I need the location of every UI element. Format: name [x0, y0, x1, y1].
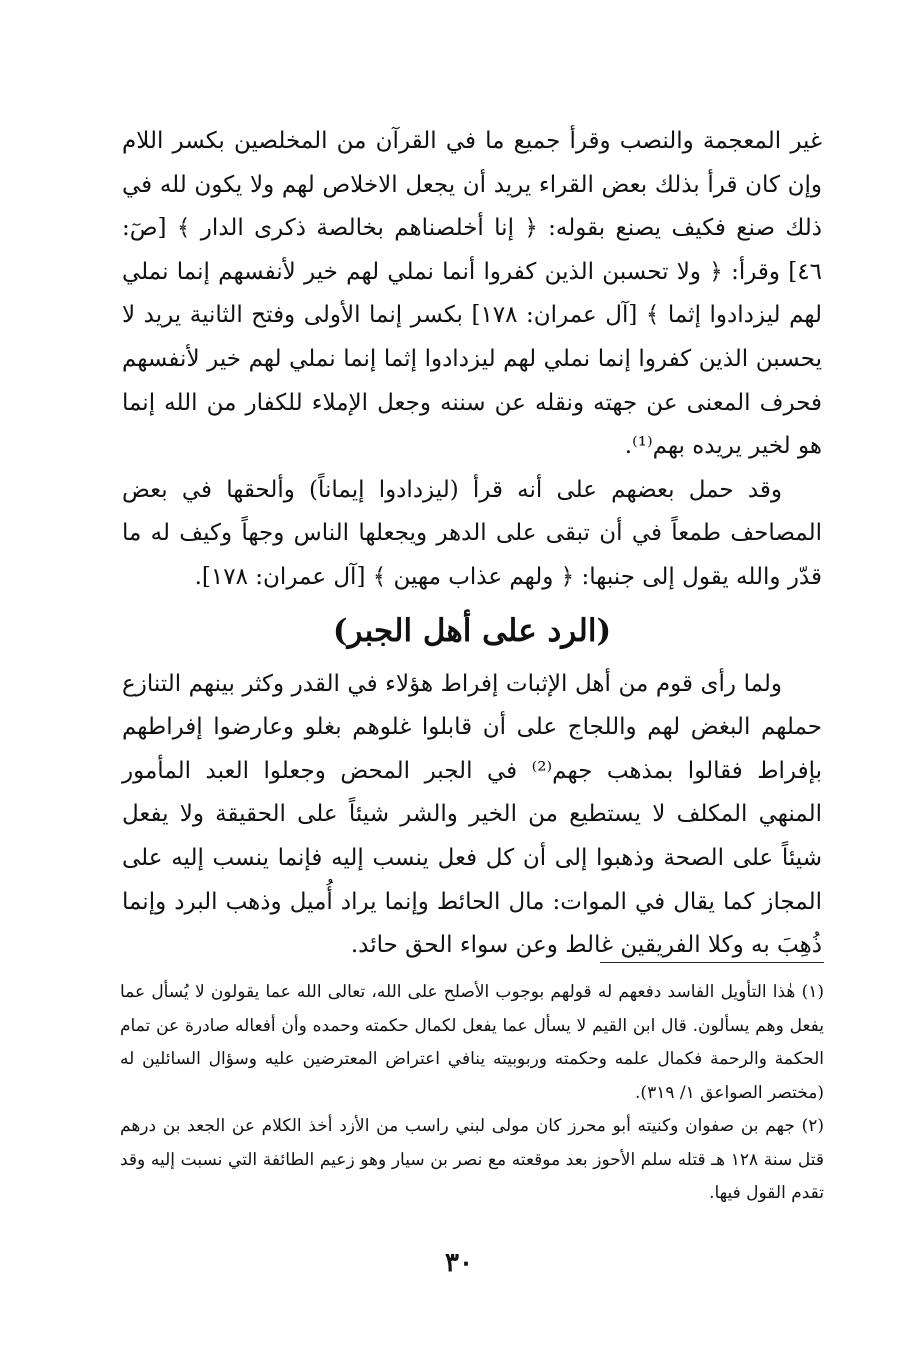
main-text — [122, 120, 822, 968]
footnote-1: (١) هٰذا التأويل الفاسد دفعهم له قولهم بوجوب الأصلح على الله، تعالى الله عما يقولون لا يُسأل عما يفعل وهم يسألون. قال ابن القيم لا يسأل عما يفعل لكمال حكمته وحمده وأن أفعاله صادرة عن تمام الحكمة والرحمة فكمال علمه وحكمته وربوبيته ينافي اعتراض المعترضين عليه وسؤال السائلين له (مختصر الصواعق ١/ ٣١٩). — [120, 982, 824, 1103]
page-number: ٣٠ — [445, 1248, 473, 1278]
body-paragraph-1: غير المعجمة والنصب وقرأ جميع ما في القرآن من المخلصين بكسر اللام وإن كان قرأ بذلك بعض القراء يريد أن يجعل الاخلاص لهم ولا يكون لله في ذلك صنع فكيف يصنع بقوله: ﴿ إنا أخلصناهم بخالصة ذكرى الدار ﴾ [صٓ: ٤٦] وقرأ: ﴿ ولا تحسبن الذين كفروا أنما نملي لهم خير لأنفسهم إنما نملي لهم ليزدادوا إثما ﴾ [آل عمران: ١٧٨] بكسر إنما الأولى وفتح الثانية يريد لا يحسبن الذين كفروا إنما نملي لهم ليزدادوا إثما إنما نملي لهم خير لأنفسهم فحرف المعنى عن جهته ونقله عن سننه وجعل الإملاء للكفار من الله إنما هو لخير يريده بهم⁽¹⁾. — [122, 128, 822, 460]
footnote-2: (٢) جهم بن صفوان وكنيته أبو محرز كان مولى لبني راسب من الأزد أخذ الكلام عن الجعد بن درهم قتل سنة ١٢٨ هـ قتله سلم الأحوز بعد موقعته مع نصر بن سيار وهو زعيم الطائفة التي نسبت إليه وقد تقدم القول فيها. — [120, 1116, 824, 1203]
footnote-divider — [600, 962, 824, 963]
body-paragraph-2: وقد حمل بعضهم على أنه قرأ (ليزدادوا إيماناً) وألحقها في بعض المصاحف طمعاً في أن تبقى على الدهر ويجعلها الناس وجهاً وكيف له ما قدّر والله يقول إلى جنبها: ﴿ ولهم عذاب مهين ﴾ [آل عمران: ١٧٨]. — [122, 476, 822, 590]
section-heading: (الرد على أهل الجبر) — [332, 612, 612, 649]
footnotes — [120, 976, 824, 1211]
body-paragraph-3: ولما رأى قوم من أهل الإثبات إفراط هؤلاء في القدر وكثر بينهم التنازع حملهم البغض لهم واللجاج على أن قابلوا غلوهم بغلو وعارضوا إفراطهم بإفراط فقالوا بمذهب جهم⁽²⁾ في الجبر المحض وجعلوا العبد المأمور المنهي المكلف لا يستطيع من الخير والشر شيئاً على الحقيقة ولا يفعل شيئاً على الصحة وذهبوا إلى أن كل فعل ينسب إليه فإنما ينسب إليه على المجاز كما يقال في الموات: مال الحائط وإنما يراد أُميل وذهب البرد وإنما ذُهِبَ به وكلا الفريقين غالط وعن سواء الحق حائد. — [122, 670, 822, 959]
